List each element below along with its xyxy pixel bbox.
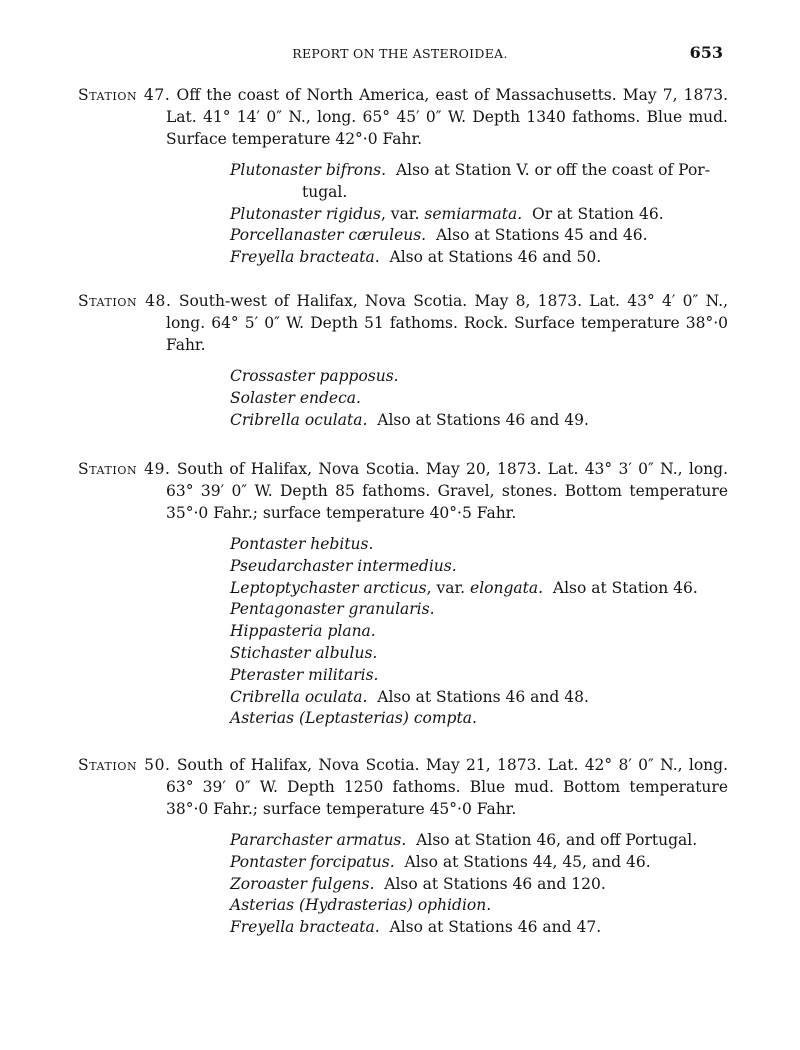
species-list bbox=[78, 366, 728, 431]
station-description bbox=[78, 84, 728, 150]
species-name: Stichaster albulus. bbox=[230, 643, 378, 662]
station-details: long. 64° 5′ 0″ W. Depth 51 fathoms. Rock. Surface temperature 38°·0 Fahr. bbox=[166, 314, 728, 354]
species-name: Zoroaster fulgens. bbox=[230, 874, 375, 893]
station-49 bbox=[78, 458, 728, 730]
species-name: Leptoptychaster arcticus bbox=[230, 578, 427, 597]
species-name: Pentagonaster granularis. bbox=[230, 600, 435, 619]
station-details: 63° 39′ 0″ W. Depth 85 fathoms. Gravel, stones. Bottom temperature 35°·0 Fahr.; surface temperature 40°·5 Fahr. bbox=[166, 482, 728, 522]
species-note: Also at Stations 45 and 46. bbox=[435, 226, 648, 245]
species-name: Pontaster hebitus. bbox=[230, 535, 374, 553]
species-name: Hippasteria plana. bbox=[230, 622, 376, 641]
station-first-line: Station 50. South of Halifax, Nova Scotia. May 21, 1873. Lat. 42° 8′ 0″ N., long. bbox=[78, 756, 728, 774]
species-list bbox=[78, 160, 728, 269]
species-entry: Plutonaster bifrons. Also at Station V. or off the coast of Por- tugal. bbox=[230, 161, 710, 201]
species-name: Plutonaster rigidus bbox=[230, 204, 381, 223]
species-name: Asterias (Hydrasterias) ophidion. bbox=[230, 896, 492, 915]
variety-name: semiarmata. bbox=[424, 204, 523, 223]
species-name: Plutonaster bifrons. bbox=[230, 161, 387, 179]
station-label: Station 48. bbox=[78, 292, 172, 310]
species-name: Asterias (Leptasterias) compta. bbox=[230, 709, 477, 728]
variety-name: elongata. bbox=[470, 578, 544, 597]
station-description bbox=[78, 290, 728, 356]
station-label: Station 47. bbox=[78, 86, 171, 104]
species-entry bbox=[230, 225, 728, 247]
species-entry bbox=[230, 534, 728, 556]
species-entry bbox=[230, 599, 728, 621]
species-list bbox=[78, 534, 728, 730]
species-note: Also at Stations 46 and 47. bbox=[389, 918, 602, 937]
species-list bbox=[78, 830, 728, 939]
species-entry bbox=[230, 708, 728, 730]
running-title: REPORT ON THE ASTEROIDEA. bbox=[292, 46, 508, 61]
species-entry bbox=[230, 388, 728, 410]
species-note: Also at Stations 46 and 48. bbox=[377, 687, 589, 706]
species-name: Pararchaster armatus. bbox=[230, 831, 407, 849]
species-note: Also at Station 46, and off Portugal. bbox=[416, 831, 698, 849]
station-description bbox=[78, 754, 728, 820]
page-number: 653 bbox=[689, 43, 723, 62]
species-entry bbox=[230, 895, 728, 917]
species-note: Also at Stations 46 and 120. bbox=[384, 874, 606, 893]
species-entry bbox=[230, 874, 728, 896]
species-name: Pteraster militaris. bbox=[230, 665, 379, 684]
species-entry bbox=[230, 621, 728, 643]
species-entry bbox=[230, 852, 728, 874]
station-50 bbox=[78, 754, 728, 939]
station-first-line: Station 49. South of Halifax, Nova Scotia. May 20, 1873. Lat. 43° 3′ 0″ N., long. bbox=[78, 460, 728, 478]
species-note: Also at Stations 46 and 49. bbox=[377, 410, 589, 429]
species-name: Freyella bracteata. bbox=[230, 918, 380, 937]
species-entry: Plutonaster rigidus, var. semiarmata. Or at Station 46. bbox=[230, 204, 664, 223]
species-entry bbox=[230, 556, 728, 578]
station-48 bbox=[78, 290, 728, 431]
station-label: Station 49. bbox=[78, 460, 171, 478]
species-entry bbox=[230, 830, 728, 852]
species-name: Porcellanaster cæruleus. bbox=[230, 226, 427, 245]
species-name: Cribrella oculata. bbox=[230, 410, 368, 429]
species-note: Also at Stations 46 and 50. bbox=[389, 248, 602, 267]
station-details: 63° 39′ 0″ W. Depth 1250 fathoms. Blue mud. Bottom temperature 38°·0 Fahr.; surface temperature 45°·0 Fahr. bbox=[166, 778, 728, 818]
species-note: Also at Station 46. bbox=[552, 578, 698, 597]
species-name: Pontaster forcipatus. bbox=[230, 852, 395, 871]
species-entry bbox=[230, 247, 728, 269]
station-first-line: Station 47. Off the coast of North America, east of Massachusetts. May 7, 1873. bbox=[78, 86, 729, 104]
station-first-line: Station 48. South-west of Halifax, Nova Scotia. May 8, 1873. Lat. 43° 4′ 0″ N., bbox=[78, 292, 728, 310]
species-name: Crossaster papposus. bbox=[230, 367, 399, 385]
species-entry bbox=[230, 665, 728, 687]
species-note: Also at Stations 44, 45, and 46. bbox=[404, 852, 651, 871]
species-entry: Leptoptychaster arcticus, var. elongata. Also at Station 46. bbox=[230, 578, 698, 597]
station-label: Station 50. bbox=[78, 756, 171, 774]
species-entry bbox=[230, 410, 728, 432]
species-note: Or at Station 46. bbox=[532, 204, 664, 223]
species-name: Solaster endeca. bbox=[230, 388, 361, 407]
species-entry bbox=[230, 687, 728, 709]
running-head bbox=[0, 43, 800, 70]
station-description bbox=[78, 458, 728, 524]
species-name: Cribrella oculata. bbox=[230, 687, 368, 706]
species-note: Also at Station V. or off the coast of Por- bbox=[395, 161, 710, 179]
species-entry bbox=[230, 917, 728, 939]
species-entry bbox=[230, 643, 728, 665]
species-name: Freyella bracteata. bbox=[230, 248, 380, 267]
species-name: Pseudarchaster intermedius. bbox=[230, 556, 457, 575]
species-entry bbox=[230, 366, 728, 388]
station-details: Lat. 41° 14′ 0″ N., long. 65° 45′ 0″ W. Depth 1340 fathoms. Blue mud. Surface temperature 42°·0 Fahr. bbox=[166, 108, 728, 148]
station-47 bbox=[78, 84, 728, 269]
